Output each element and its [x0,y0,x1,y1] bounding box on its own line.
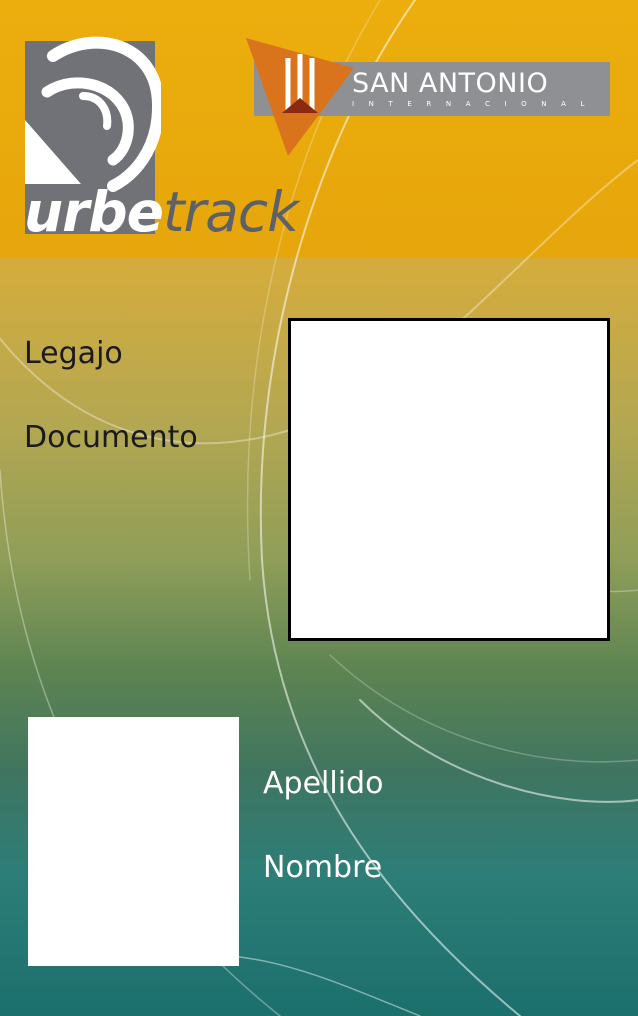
legajo-label: Legajo [24,336,123,371]
urbe-text: urbe [24,180,163,244]
apellido-label: Apellido [263,766,384,801]
partner-subtitle: INTERNACIONAL [352,100,599,108]
partner-name: SAN ANTONIO [352,68,549,99]
secondary-photo-placeholder [28,717,239,966]
nombre-label: Nombre [263,850,383,885]
track-text: track [162,180,298,244]
san-antonio-logo-icon [244,38,612,160]
documento-label: Documento [24,420,198,455]
urbetrack-wordmark [24,182,298,242]
photo-placeholder [288,318,610,641]
